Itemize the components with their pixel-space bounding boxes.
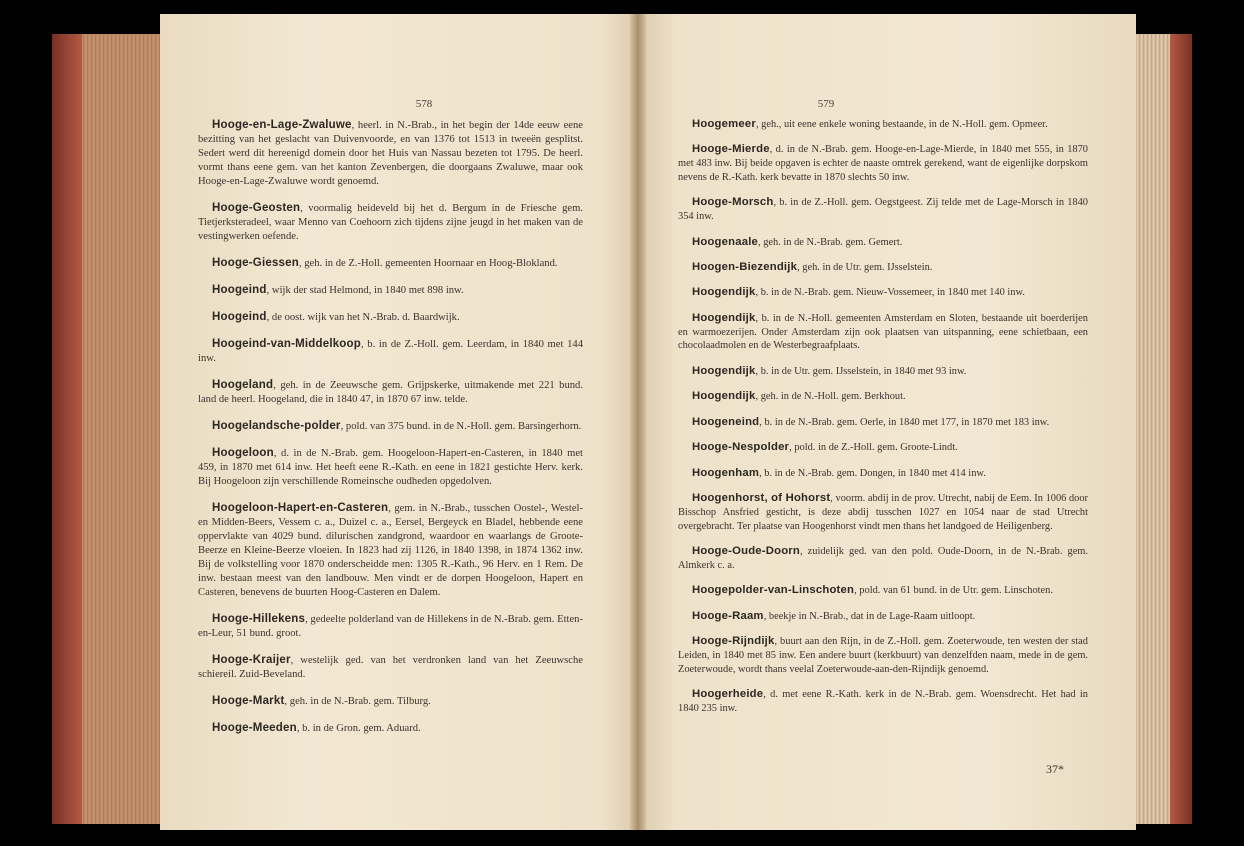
entry-text: , westelijk ged. van het verdronken land van het Zeeuwsche schiereil. Zuid-Beveland. <box>198 655 583 680</box>
entry-text: , buurt aan den Rijn, in de Z.-Holl. gem. Zoeterwoude, ten westen der stad Leiden, in 1840 met 85 inw. Een andere buurt (kerkbuurt) van denzelfden naam, mede in de gem. Zoeterwoude, wordt thans veelal Zoeterwoude-aan-den-Rijndijk genoemd. <box>678 636 1088 675</box>
dictionary-entry <box>678 365 1088 379</box>
entry-headword: Hooge-Nespolder <box>692 441 790 454</box>
dictionary-entry <box>678 492 1088 533</box>
entry-text: , b. in de N.-Brab. gem. Oerle, in 1840 met 177, in 1870 met 183 inw. <box>759 416 1050 428</box>
dictionary-entry <box>678 143 1088 184</box>
entry-text: , geh. in de Z.-Holl. gemeenten Hoornaar en Hoog-Blokland. <box>298 258 558 269</box>
entry-text: , geh. in de N.-Brab. gem. Tilburg. <box>284 696 431 707</box>
entry-headword: Hooge-Morsch <box>692 196 774 209</box>
entry-headword: Hooge-Rijndijk <box>692 635 775 647</box>
entry-text: , geh. in de N.-Holl. gem. Berkhout. <box>755 391 906 403</box>
entry-headword: Hoogenaale <box>692 235 759 248</box>
entry-headword: Hooge-Markt <box>212 695 285 707</box>
entry-headword: Hooge-Meeden <box>212 722 297 734</box>
entry-headword: Hooge-en-Lage-Zwaluwe <box>212 119 352 131</box>
dictionary-entry <box>198 310 583 325</box>
dictionary-entry <box>198 256 583 271</box>
entry-headword: Hoogendijk <box>692 390 756 403</box>
dictionary-entry <box>678 261 1088 275</box>
entry-headword: Hoogendijk <box>692 286 756 299</box>
dictionary-entry <box>678 467 1088 481</box>
entry-text: , geh., uit eene enkele woning bestaande, in de N.-Holl. gem. Opmeer. <box>755 119 1048 130</box>
dictionary-entry <box>678 196 1088 224</box>
entry-text: , gedeelte polderland van de Hillekens in de N.-Brab. gem. Etten-en-Leur, 51 bund. groot. <box>198 614 583 639</box>
entry-headword: Hoogendijk <box>692 364 756 377</box>
entry-headword: Hooge-Geosten <box>212 202 301 214</box>
entry-headword: Hoogenhorst, of Hohorst <box>692 492 831 504</box>
entry-text: , d. met eene R.-Kath. kerk in de N.-Brab. gem. Woensdrecht. Het had in 1840 235 inw. <box>678 688 1088 714</box>
dictionary-entry <box>198 283 583 298</box>
dictionary-entry <box>678 441 1088 455</box>
book-gutter <box>630 14 646 830</box>
dictionary-entry <box>678 584 1088 598</box>
dictionary-entry <box>198 501 583 600</box>
entry-text: , gem. in N.-Brab., tusschen Oostel-, Westel- en Midden-Beers, Vessem c. a., Duizel c. a., Eersel, Bergeyck en Bladel, hebbende eene oppervlakte van 4029 bund. dilurischen zandgrond, waardoor en waarlangs de Groote-Beerze en Kleine-Beerze vloeien. In 1823 had zij 1126, in 1840 1398, in 1874 1362 inw. Bij de volkstelling voor 1870 onderscheidde men: 1305 R.-Kath., 96 Herv. en 1 Rem. De inw. bestaan meest van den landbouw. Men vindt er de dorpen Hoogeloon, Hapert en Casteren, benevens de buurten Hoog-Casteren en Dalem. <box>198 503 583 598</box>
dictionary-entry <box>198 378 583 407</box>
entry-text: , heerl. in N.-Brab., in het begin der 14de eeuw eene bezitting van het geslacht van Duivenvoorde, en van 1376 tot 1513 in tweeën gesplitst. Sedert werd dit hereenigd domein door het Huis van Nassau bezeten tot 1795. De heerl. vormt thans eene gem. van het kanton Zevenbergen, die doorgaans Zwaluwe, maar ook Hooge-en-Lage-Zwaluwe wordt genoemd. <box>198 120 583 187</box>
signature-mark: 37* <box>1046 762 1064 776</box>
dictionary-entry <box>678 118 1088 132</box>
book-cover-right <box>1170 34 1192 824</box>
dictionary-entry <box>678 635 1088 676</box>
entry-headword: Hooge-Oude-Doorn <box>692 544 800 557</box>
entry-headword: Hooge-Kraijer <box>212 654 291 666</box>
entry-headword: Hoogeind <box>212 284 267 296</box>
entry-headword: Hooge-Mierde <box>692 143 770 156</box>
entry-headword: Hoogelandsche-polder <box>212 420 341 432</box>
dictionary-entry <box>678 545 1088 573</box>
entry-headword: Hooge-Raam <box>692 609 764 622</box>
dictionary-entry <box>678 312 1088 353</box>
entry-text: , pold. van 375 bund. in de N.-Holl. gem. Barsingerhorn. <box>340 421 582 432</box>
dictionary-entry <box>198 694 583 709</box>
book-cover-left <box>52 34 82 824</box>
entry-headword: Hoogeloon-Hapert-en-Casteren <box>212 502 389 514</box>
dictionary-entry <box>198 653 583 682</box>
dictionary-entry <box>198 612 583 641</box>
right-column <box>678 118 1088 727</box>
entry-headword: Hoogeind <box>212 311 267 323</box>
entry-text: , zuidelijk ged. van den pold. Oude-Doorn, in de N.-Brab. gem. Almkerk c. a. <box>678 545 1088 571</box>
entry-headword: Hoogerheide <box>692 687 764 700</box>
entry-headword: Hoogendijk <box>692 311 756 324</box>
dictionary-entry <box>198 419 583 434</box>
entry-text: , geh. in de Zeeuwsche gem. Grijpskerke, uitmakende met 221 bund. land de heerl. Hoogeland, die in 1840 47, in 1870 67 inw. telde. <box>198 380 583 405</box>
entry-text: , b. in de Z.-Holl. gem. Oegstgeest. Zij telde met de Lage-Morsch in 1840 354 inw. <box>678 197 1088 223</box>
entry-headword: Hoogepolder-van-Linschoten <box>692 584 855 597</box>
entry-text: , b. in de Utr. gem. IJsselstein, in 1840 met 93 inw. <box>755 365 967 377</box>
entry-headword: Hooge-Giessen <box>212 257 299 269</box>
left-column <box>198 118 583 748</box>
entry-text: , b. in de N.-Brab. gem. Nieuw-Vossemeer, in 1840 met 140 inw. <box>755 287 1025 299</box>
entry-headword: Hoogen-Biezendijk <box>692 261 798 273</box>
entry-headword: Hoogemeer <box>692 118 756 130</box>
entry-text: , voormalig heideveld bij het d. Bergum in de Friesche gem. Tietjerksteradeel, waar Menno van Coehoorn zich tijdens zijne jeugd in het maken van de vestingwerken oefende. <box>198 203 583 242</box>
entry-text: , d. in de N.-Brab. gem. Hoogeloon-Hapert-en-Casteren, in 1840 met 459, in 1870 met 614 inw. Het heeft eene R.-Kath. en eene in 1821 gestichte Herv. kerk. Bij Hoogeloon zijn verschillende Romeinsche oudheden opgedolven. <box>198 448 583 487</box>
entry-text: , b. in de Z.-Holl. gem. Leerdam, in 1840 met 144 inw. <box>198 339 583 364</box>
entry-text: , wijk der stad Helmond, in 1840 met 898 inw. <box>266 285 464 296</box>
entry-headword: Hoogeland <box>212 379 274 391</box>
entry-headword: Hoogenham <box>692 466 760 479</box>
dictionary-entry <box>678 390 1088 404</box>
dictionary-entry <box>678 416 1088 430</box>
entry-text: , geh. in de Utr. gem. IJsselstein. <box>797 262 933 273</box>
entry-text: , b. in de Gron. gem. Aduard. <box>296 723 421 734</box>
entry-headword: Hoogeloon <box>212 447 274 459</box>
entry-text: , d. in de N.-Brab. gem. Hooge-en-Lage-Mierde, in 1840 met 555, in 1870 met 483 inw. Bij beide opgaven is echter de naaste omtrek gerekend, want de eigenlijke dorpskom nevens de R.-Kath. kerk bevatte in 1870 slechts 50 inw. <box>678 144 1088 183</box>
dictionary-entry <box>678 286 1088 300</box>
entry-text: , b. in de N.-Brab. gem. Dongen, in 1840 met 414 inw. <box>759 467 986 479</box>
dictionary-entry <box>678 236 1088 250</box>
entry-text: , geh. in de N.-Brab. gem. Gemert. <box>758 236 903 248</box>
entry-text: , voorm. abdij in de prov. Utrecht, nabij de Eem. In 1006 door Bisschop Ansfried gesticht, is deze abdij tusschen 1027 en 1054 naar de stad Utrecht overgebracht. Ter plaatse van Hoogenhorst vindt men thans het landgoed de Heiligenberg. <box>678 493 1089 532</box>
dictionary-entry <box>198 201 583 244</box>
dictionary-entry <box>678 688 1088 716</box>
entry-text: , beekje in N.-Brab., dat in de Lage-Raam uitloopt. <box>763 610 976 622</box>
dictionary-entry <box>198 118 583 189</box>
right-page-number: 579 <box>817 98 835 110</box>
entry-headword: Hoogeneind <box>692 415 760 428</box>
dictionary-entry <box>678 610 1088 624</box>
entry-text: , b. in de N.-Holl. gemeenten Amsterdam en Sloten, bestaande uit boerderijen en warmoezerijen. Onder Amsterdam zijn ook plaatsen van uitspanning, eene schietbaan, een chocolaadmolen en de Westerbegraafplaats. <box>678 312 1088 352</box>
entry-headword: Hooge-Hillekens <box>212 613 306 625</box>
dictionary-entry <box>198 446 583 489</box>
entry-text: , pold. in de Z.-Holl. gem. Groote-Lindt. <box>789 442 958 454</box>
entry-text: , pold. van 61 bund. in de Utr. gem. Linschoten. <box>854 585 1053 597</box>
dictionary-entry <box>198 721 583 736</box>
left-page-number: 578 <box>415 98 433 110</box>
dictionary-entry <box>198 337 583 366</box>
entry-text: , de oost. wijk van het N.-Brab. d. Baardwijk. <box>266 312 460 323</box>
entry-headword: Hoogeind-van-Middelkoop <box>212 338 361 350</box>
